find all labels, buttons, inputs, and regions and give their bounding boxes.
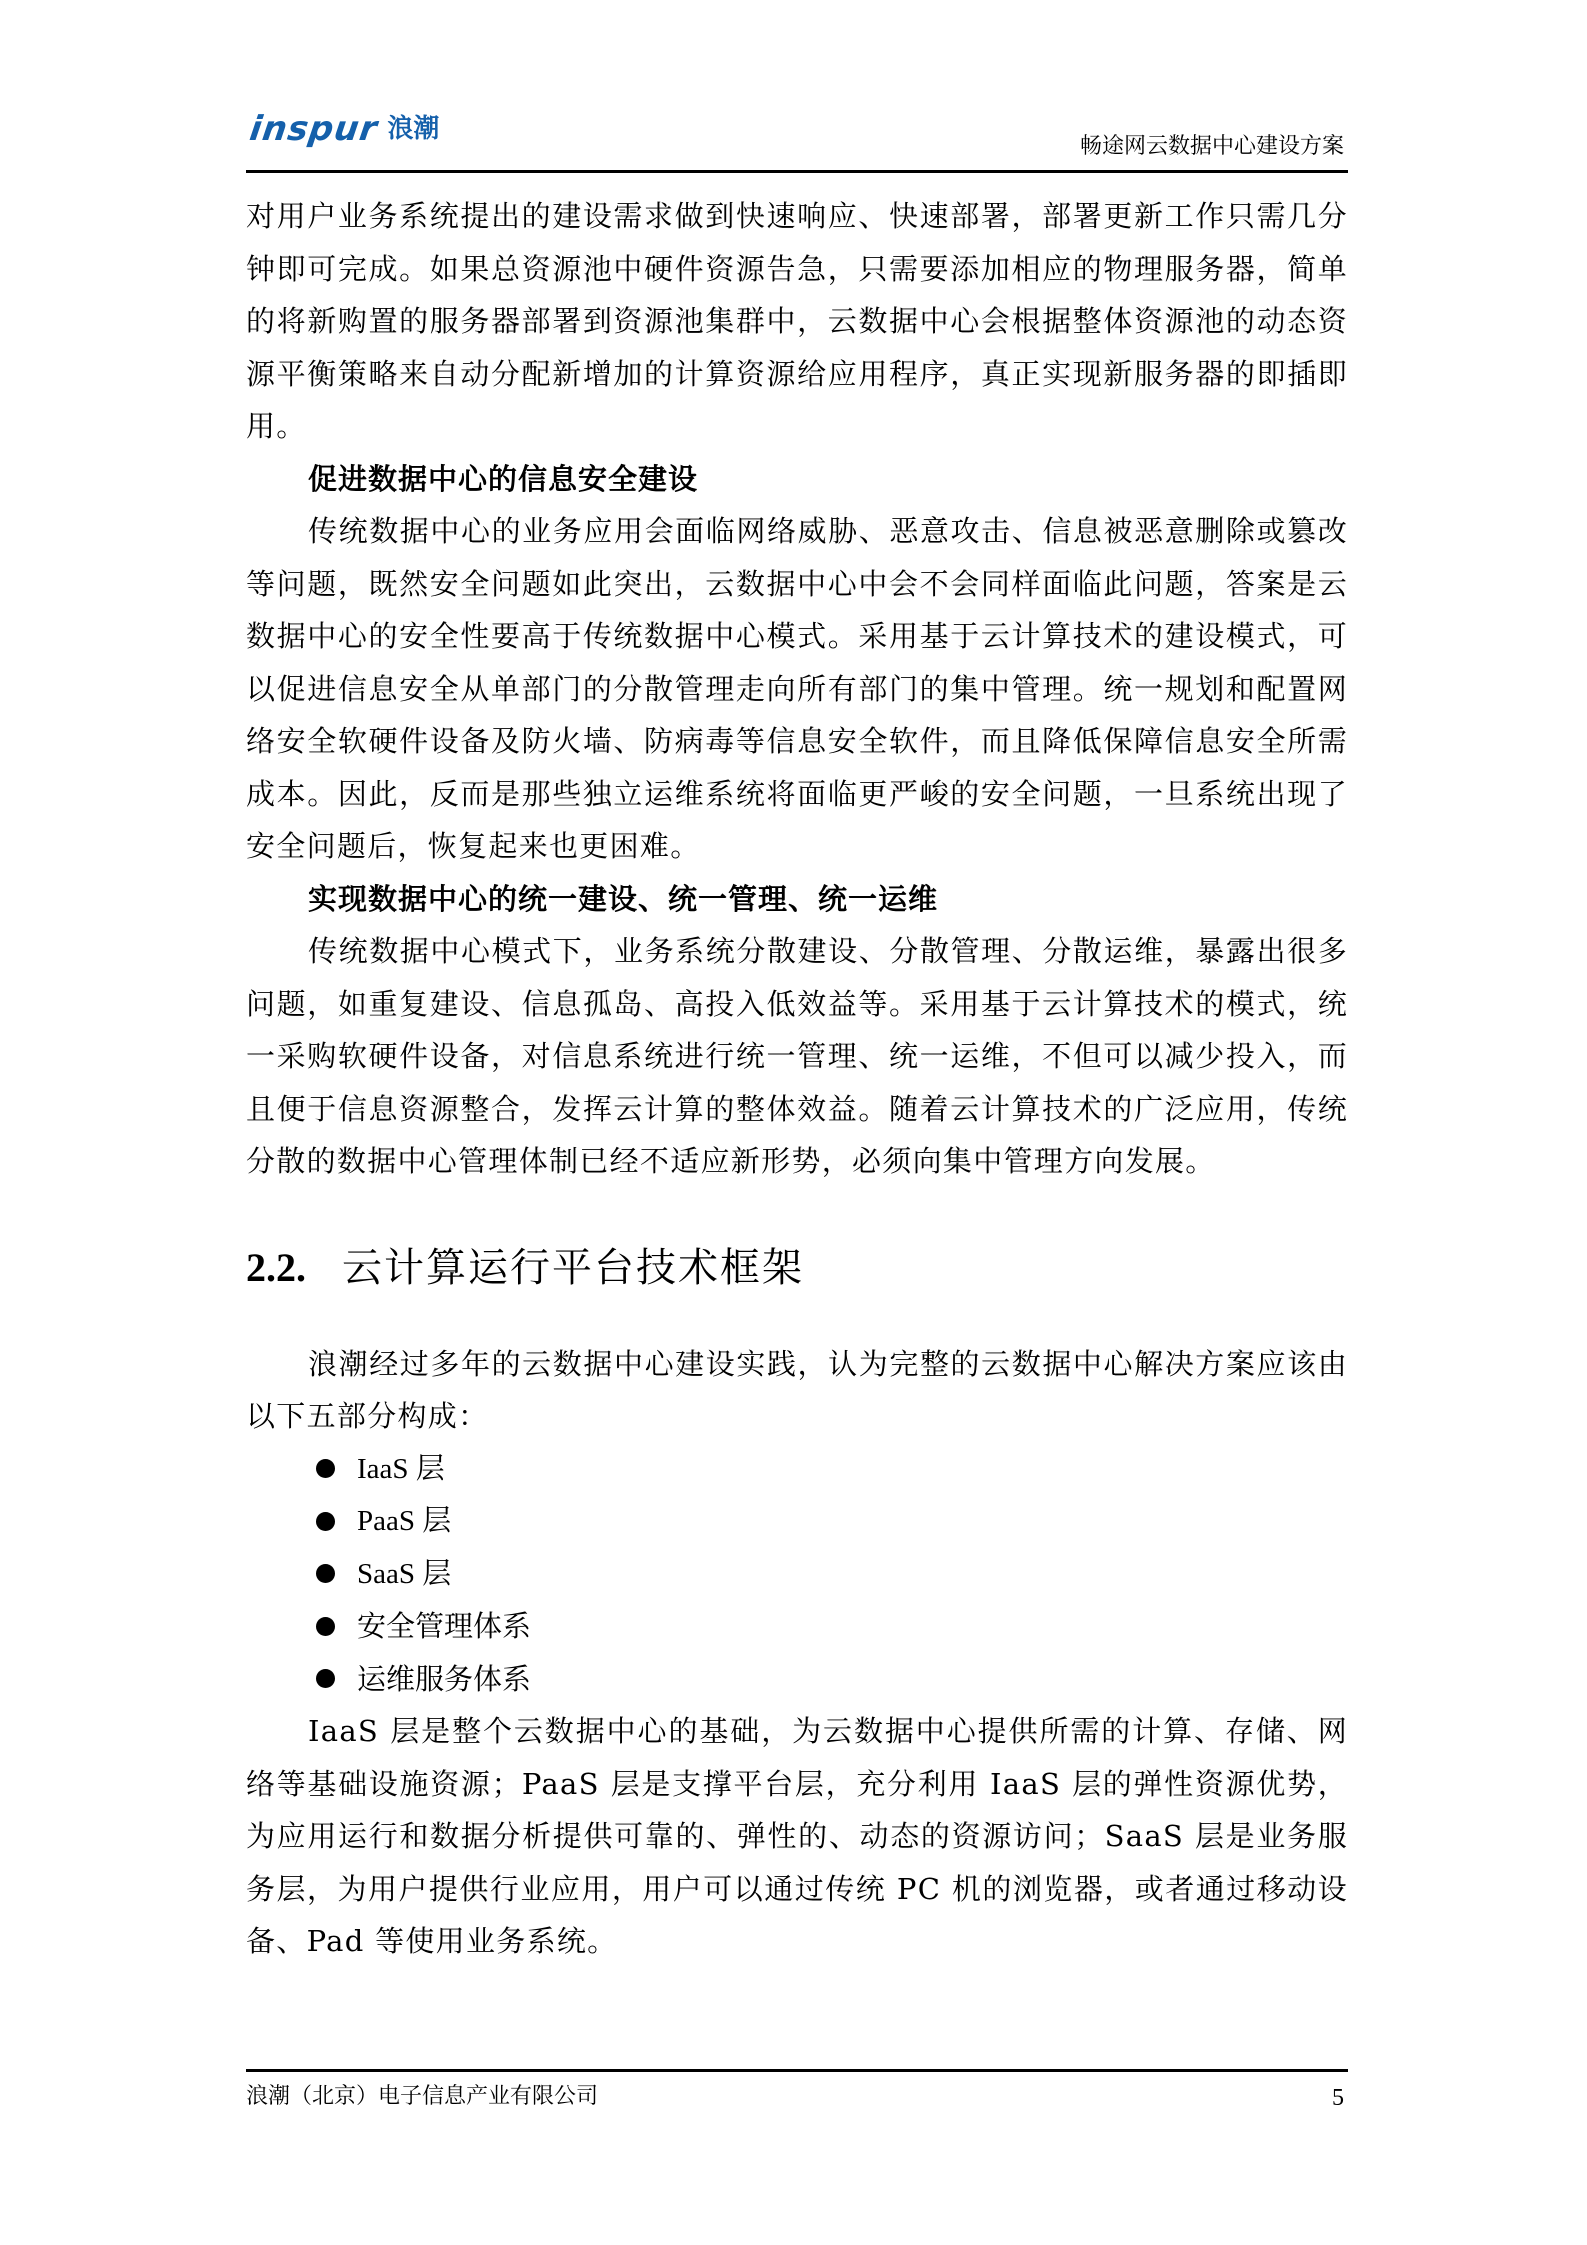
page-content (246, 190, 1348, 1968)
subheading-unified: 实现数据中心的统一建设、统一管理、统一运维 (308, 881, 939, 916)
page-number: 5 (1332, 2085, 1344, 2111)
section-number: 2.2. (246, 1244, 306, 1290)
bullet-icon (316, 1617, 335, 1636)
paragraph-unified: 传统数据中心模式下，业务系统分散建设、分散管理、分散运维，暴露出很多问题，如重复建设、信息孤岛、高投入低效益等。采用基于云计算技术的模式，统一采购软硬件设备，对信息系统进行统一管理、统一运维，不但可以减少投入，而且便于信息资源整合，发挥云计算的整体效益。随着云计算技术的广泛应用，传统分散的数据中心管理体制已经不适应新形势，必须向集中管理方向发展。 (246, 934, 1348, 1178)
list-item-label: PaaS 层 (357, 1505, 452, 1537)
component-list (246, 1443, 1348, 1706)
subheading-security: 促进数据中心的信息安全建设 (308, 461, 699, 496)
list-item-label: IaaS 层 (357, 1452, 445, 1485)
bullet-icon (316, 1564, 335, 1583)
footer-company: 浪潮（北京）电子信息产业有限公司 (246, 2084, 599, 2109)
paragraph-resource-pool: 对用户业务系统提出的建设需求做到快速响应、快速部署，部署更新工作只需几分钟即可完成。如果总资源池中硬件资源告急，只需要添加相应的物理服务器，简单的将新购置的服务器部署到资源池集群中，云数据中心会根据整体资源池的动态资源平衡策略来自动分配新增加的计算资源给应用程序，真正实现新服务器的即插即用。 (246, 199, 1348, 443)
list-item (246, 1443, 1348, 1496)
paragraph-layers: IaaS 层是整个云数据中心的基础，为云数据中心提供所需的计算、存储、网络等基础设施资源；PaaS 层是支撑平台层，充分利用 IaaS 层的弹性资源优势，为应用运行和数据分析提供可靠的、弹性的、动态的资源访问；SaaS 层是业务服务层，为用户提供行业应用，用户可以通过传统 PC 机的浏览器，或者通过移动设备、Pad 等使用业务系统。 (246, 1714, 1348, 1958)
inspur-logo (247, 109, 440, 149)
list-item (246, 1653, 1348, 1706)
list-item (246, 1495, 1348, 1548)
section-heading (246, 1244, 1348, 1292)
bullet-icon (316, 1512, 335, 1531)
list-item-label: 运维服务体系 (357, 1661, 532, 1696)
section-title: 云计算运行平台技术框架 (342, 1244, 804, 1291)
list-item (246, 1600, 1348, 1653)
page-header (246, 100, 1348, 173)
logo-chinese: 浪潮 (387, 114, 440, 144)
logo-wordmark: inspur (247, 109, 381, 149)
paragraph-security: 传统数据中心的业务应用会面临网络威胁、恶意攻击、信息被恶意删除或篡改等问题，既然安全问题如此突出，云数据中心中会不会同样面临此问题，答案是云数据中心的安全性要高于传统数据中心模式。采用基于云计算技术的建设模式，可以促进信息安全从单部门的分散管理走向所有部门的集中管理。统一规划和配置网络安全软硬件设备及防火墙、防病毒等信息安全软件，而且降低保障信息安全所需成本。因此，反而是那些独立运维系统将面临更严峻的安全问题，一旦系统出现了安全问题后，恢复起来也更困难。 (246, 514, 1348, 863)
list-item-label: SaaS 层 (357, 1557, 452, 1590)
paragraph-intro: 浪潮经过多年的云数据中心建设实践，认为完整的云数据中心解决方案应该由以下五部分构成： (246, 1346, 1348, 1433)
bullet-icon (316, 1459, 335, 1478)
document-title: 畅途网云数据中心建设方案 (1079, 134, 1344, 159)
page-footer (246, 2069, 1348, 2111)
bullet-icon (316, 1669, 335, 1688)
list-item (246, 1548, 1348, 1601)
list-item-label: 安全管理体系 (357, 1609, 532, 1643)
